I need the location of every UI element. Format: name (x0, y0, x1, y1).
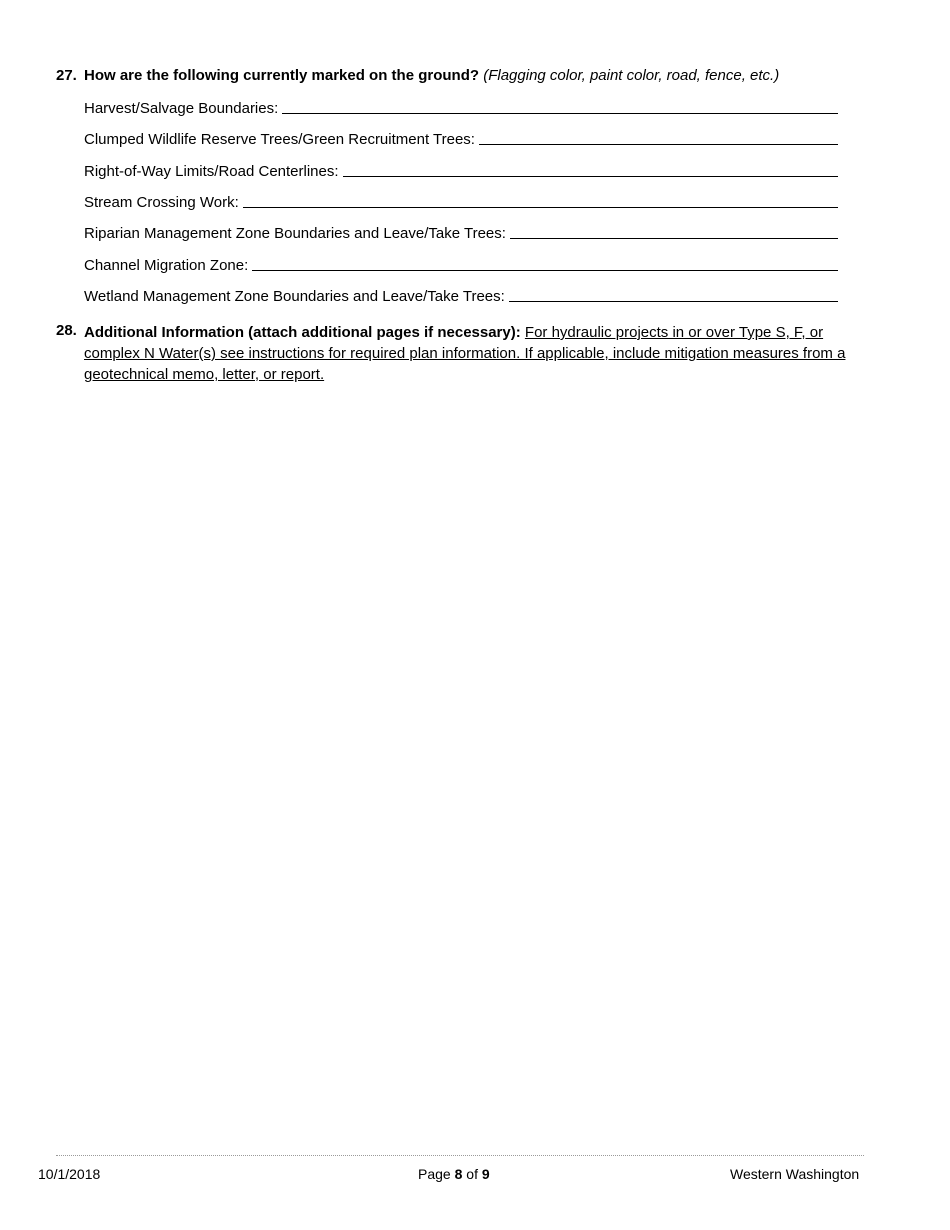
input-line[interactable] (509, 301, 838, 302)
field-right-of-way-limits (84, 160, 838, 180)
question-28-text (84, 322, 880, 385)
field-stream-crossing-work (84, 191, 838, 211)
field-label: Wetland Management Zone Boundaries and Leave/Take Trees: (84, 288, 505, 305)
input-line[interactable] (282, 113, 838, 114)
question-number: 27. (56, 67, 77, 84)
field-riparian-management-zone (84, 222, 838, 242)
input-line[interactable] (479, 144, 838, 145)
field-wetland-management-zone (84, 285, 838, 305)
page-of: of (462, 1166, 482, 1182)
input-line[interactable] (343, 176, 838, 177)
field-label: Clumped Wildlife Reserve Trees/Green Recruitment Trees: (84, 131, 475, 148)
input-line[interactable] (252, 270, 838, 271)
field-channel-migration-zone (84, 254, 838, 274)
page-total: 9 (481, 1166, 490, 1182)
question-27-text (84, 67, 779, 84)
field-harvest-salvage-boundaries (84, 97, 838, 117)
question-instructions: For hydraulic projects in or over Type S, F, or complex N Water(s) see instructions for required plan information. If applicable, include mitigation measures from a geotechnical memo, letter, or report. (84, 324, 846, 383)
field-label: Channel Migration Zone: (84, 257, 249, 274)
field-label: Right-of-Way Limits/Road Centerlines: (84, 163, 339, 180)
field-label: Stream Crossing Work: (84, 194, 239, 211)
page-prefix: Page (418, 1166, 455, 1182)
footer-date: 10/1/2018 (38, 1166, 101, 1182)
field-clumped-wildlife-reserve-trees (84, 128, 838, 148)
input-line[interactable] (243, 207, 838, 208)
page-current: 8 (454, 1166, 463, 1182)
question-number: 28. (56, 322, 77, 339)
field-label: Riparian Management Zone Boundaries and Leave/Take Trees: (84, 225, 506, 242)
question-hint: (Flagging color, paint color, road, fence, etc.) (483, 67, 780, 84)
question-title: Additional Information (attach additional pages if necessary): (84, 324, 521, 341)
question-title: How are the following currently marked on the ground? (84, 67, 480, 84)
footer-region: Western Washington (730, 1166, 860, 1182)
field-label: Harvest/Salvage Boundaries: (84, 100, 279, 117)
footer-divider (56, 1155, 864, 1156)
input-line[interactable] (510, 238, 838, 239)
footer-page-number (418, 1166, 490, 1182)
